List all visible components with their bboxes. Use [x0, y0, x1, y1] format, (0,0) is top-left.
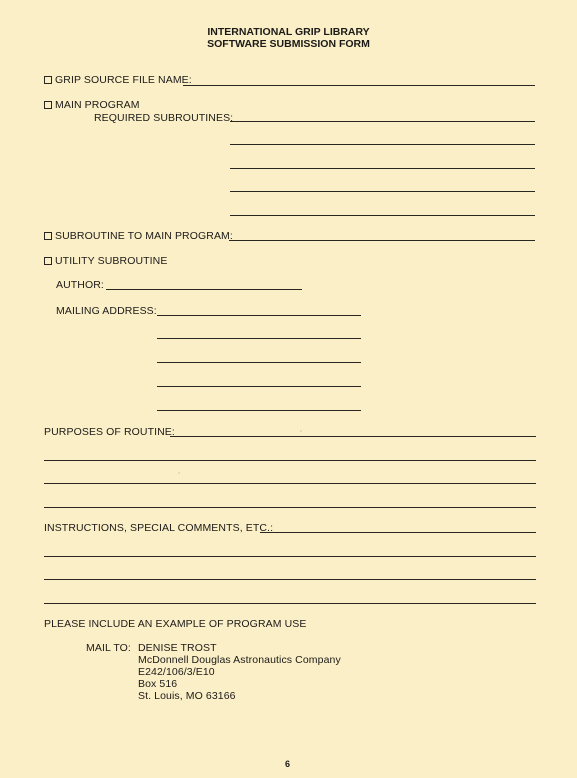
required-subroutines-line-3[interactable] [230, 168, 535, 169]
form-title-line-1: INTERNATIONAL GRIP LIBRARY [207, 26, 370, 38]
purposes-line-2[interactable] [44, 460, 536, 461]
page-number: 6 [285, 759, 291, 769]
purposes-label: PURPOSES OF ROUTINE: [44, 426, 175, 438]
mailing-address-line-1[interactable] [157, 315, 361, 316]
mail-to-city: St. Louis, MO 63166 [138, 690, 236, 702]
mailing-address-label: MAILING ADDRESS: [56, 305, 157, 317]
utility-subroutine-label: UTILITY SUBROUTINE [55, 255, 168, 267]
main-program-label: MAIN PROGRAM [55, 99, 140, 111]
subroutine-to-main-input-line[interactable] [229, 240, 535, 241]
instructions-line-2[interactable] [44, 556, 536, 557]
mail-to-name: DENISE TROST [138, 642, 217, 654]
subroutine-to-main-checkbox[interactable] [44, 232, 52, 240]
form-title-line-2: SOFTWARE SUBMISSION FORM [207, 38, 370, 50]
include-example-note: PLEASE INCLUDE AN EXAMPLE OF PROGRAM USE [44, 618, 307, 630]
required-subroutines-line-1[interactable] [230, 121, 535, 122]
purposes-line-4[interactable] [44, 507, 536, 508]
required-subroutines-line-4[interactable] [230, 191, 535, 192]
instructions-line-3[interactable] [44, 579, 536, 580]
mailing-address-line-2[interactable] [157, 338, 361, 339]
required-subroutines-label: REQUIRED SUBROUTINES: [94, 112, 234, 124]
purposes-line-1[interactable] [170, 436, 536, 437]
paper-speck [300, 430, 302, 432]
purposes-line-3[interactable] [44, 483, 536, 484]
paper-speck [178, 472, 180, 474]
mail-to-box: Box 516 [138, 678, 178, 690]
grip-source-label: GRIP SOURCE FILE NAME: [55, 74, 192, 86]
mailing-address-line-3[interactable] [157, 362, 361, 363]
instructions-line-1[interactable] [260, 532, 536, 533]
grip-source-input-line[interactable] [183, 85, 535, 86]
subroutine-to-main-label: SUBROUTINE TO MAIN PROGRAM: [55, 230, 233, 242]
author-label: AUTHOR: [56, 279, 104, 291]
grip-source-checkbox[interactable] [44, 76, 52, 84]
author-input-line[interactable] [106, 289, 302, 290]
mailing-address-line-5[interactable] [157, 410, 361, 411]
main-program-checkbox[interactable] [44, 101, 52, 109]
mail-to-company: McDonnell Douglas Astronautics Company [138, 654, 341, 666]
required-subroutines-line-5[interactable] [230, 215, 535, 216]
utility-subroutine-checkbox[interactable] [44, 257, 52, 265]
required-subroutines-line-2[interactable] [230, 144, 535, 145]
instructions-line-4[interactable] [44, 603, 536, 604]
instructions-label: INSTRUCTIONS, SPECIAL COMMENTS, ETC.: [44, 522, 274, 534]
mail-to-label: MAIL TO: [86, 642, 131, 654]
mailing-address-line-4[interactable] [157, 386, 361, 387]
mail-to-mail-code: E242/106/3/E10 [138, 666, 215, 678]
